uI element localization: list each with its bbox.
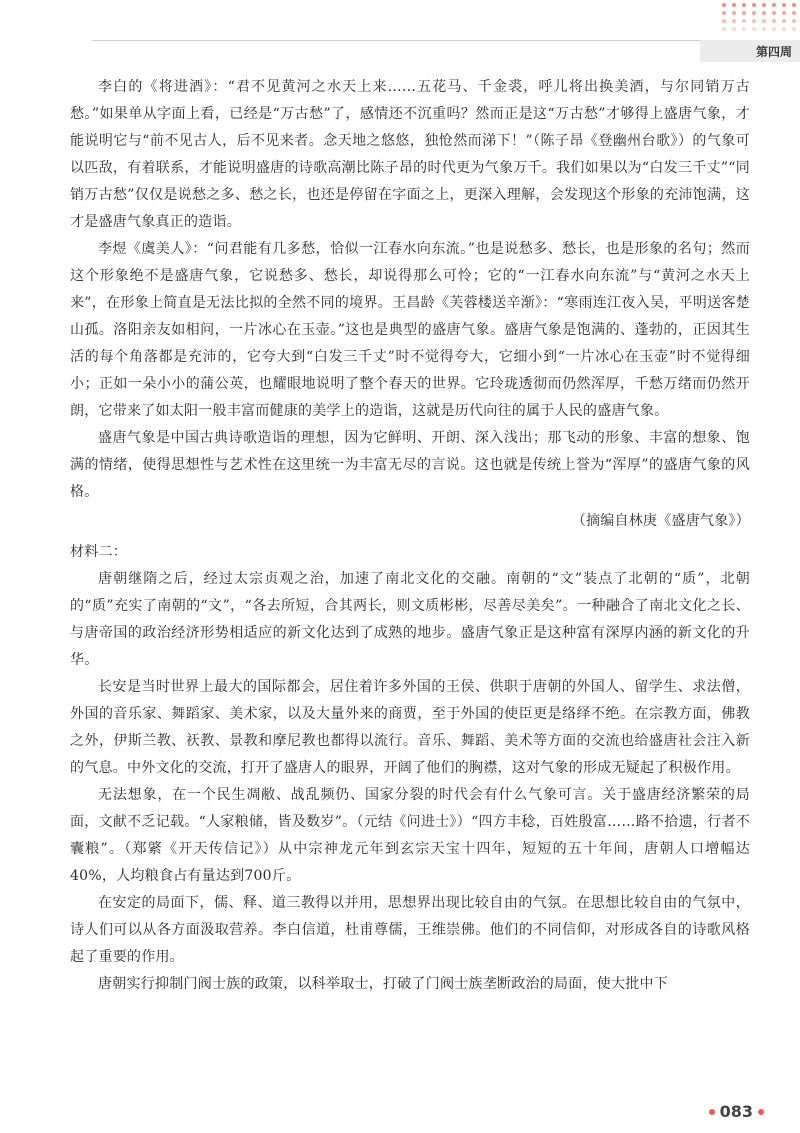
page-dot-right-icon: [758, 1109, 764, 1115]
paragraph: 唐朝实行抑制门阀士族的政策，以科举取士，打破了门阀士族垄断政治的局面，使大批中下: [98, 976, 668, 992]
decorative-dot: [782, 19, 786, 23]
decorative-dot-pattern: [720, 0, 800, 36]
decorative-dot: [772, 27, 776, 31]
paragraph: 李煜《虞美人》：“问君能有几多愁，恰似一江春水向东流。”也是说愁多、愁长，也是形象的名句；然而这个形象绝不是盛唐气象，它说愁多、愁长，却说得那么可怜；它的“一江春水向东流”与“黄河之水天上来”，在形象上简直是无法比拟的全然不同的境界。王昌龄《芙蓉楼送辛渐》：“寒雨连江夜入吴，平明送客楚山孤。洛阳亲友如相问，一片冰心在玉壶。”这也是典型的盛唐气象。盛唐气象是饱满的、蓬勃的，正因其生活的每个角落都是充沛的，它夸大到“白发三千丈”时不觉得夸大，它细小到“一片冰心在玉壶”时不觉得细小；正如一朵小小的蒲公英，也耀眼地说明了整个春天的世界。它玲珑透彻而仍然浑厚，千愁万绪而仍然开朗，它带来了如太阳一般丰富而健康的美学上的造诣，这就是历代向往的属于人民的盛唐气象。: [70, 241, 750, 419]
decorative-dot: [792, 11, 796, 15]
decorative-dot: [752, 19, 756, 23]
article-body: [70, 74, 750, 998]
paragraph: 长安是当时世界上最大的国际都会，居住着许多外国的王侯、供职于唐朝的外国人、留学生、求法僧，外国的音乐家、舞蹈家、美术家，以及大量外来的商贾，至于外国的使臣更是络绎不绝。在宗教方面，佛教之外，伊斯兰教、祆教、景教和摩尼教也都得以流行。音乐、舞蹈、美术等方面的交流也给盛唐社会注入新的气息。中外文化的交流，打开了盛唐人的眼界，开阔了他们的胸襟，这对气象的形成无疑起了积极作用。: [70, 679, 750, 776]
decorative-dot: [732, 11, 736, 15]
page-number-text: 083: [719, 1102, 753, 1121]
section-tag: 第四周: [700, 40, 800, 62]
paragraph: 无法想象，在一个民生凋敝、战乱频仍、国家分裂的时代会有什么气象可言。关于盛唐经济繁荣的局面，文献不乏记载。“人家粮储，皆及数岁”。（元结《问进士》）“四方丰稔，百姓殷富……路不拾遗，行者不囊粮”。（郑綮《开天传信记》）从中宗神龙元年到玄宗天宝十四年，短短的五十年间，唐朝人口增幅达40%，人均粮食占有量达到700斤。: [70, 787, 750, 884]
decorative-dot: [792, 27, 796, 31]
decorative-dot: [762, 27, 766, 31]
decorative-dot: [732, 27, 736, 31]
paragraph: 盛唐气象是中国古典诗歌造诣的理想，因为它鲜明、开朗、深入浅出；那飞动的形象、丰富的想象、饱满的情绪，使得思想性与艺术性在这里统一为丰富无尽的言说。这也就是传统上誉为“浑厚”的盛唐气象的风格。: [70, 430, 750, 500]
paragraph: 李白的《将进酒》：“君不见黄河之水天上来……五花马、千金裘，呼儿将出换美酒，与尔同销万古愁。”如果单从字面上看，已经是“万古愁”了，感情还不沉重吗？然而正是这“万古愁”才够得上盛唐气象，才能说明它与“前不见古人，后不见来者。念天地之悠悠，独怆然而涕下！”（陈子昂《登幽州台歌》）的气象可以匹敌，有着联系，才能说明盛唐的诗歌高潮比陈子昂的时代更为气象万千。我们如果以为“白发三千丈”“同销万古愁”仅仅是说愁之多、愁之长，也还是停留在字面之上，更深入理解，会发现这个形象的充沛饱满，这才是盛唐气象真正的造诣。: [70, 79, 750, 230]
decorative-dot: [752, 3, 756, 7]
decorative-dot: [722, 27, 726, 31]
decorative-dot: [742, 19, 746, 23]
decorative-dot: [742, 11, 746, 15]
decorative-dot: [772, 11, 776, 15]
decorative-dot: [742, 3, 746, 7]
decorative-dot: [762, 3, 766, 7]
page-dot-left-icon: [709, 1109, 715, 1115]
decorative-dot: [722, 19, 726, 23]
header-divider: [92, 40, 800, 41]
decorative-dot: [762, 19, 766, 23]
material-heading: 材料二：: [70, 544, 127, 560]
decorative-dot: [722, 11, 726, 15]
paragraph: 在安定的局面下，儒、释、道三教得以并用，思想界出现比较自由的气氛。在思想比较自由的气氛中，诗人们可以从各方面汲取营养。李白信道，杜甫尊儒，王维崇佛。他们的不同信仰，对形成各自的诗歌风格起了重要的作用。: [70, 895, 750, 965]
decorative-dot: [722, 3, 726, 7]
paragraph: 唐朝继隋之后，经过太宗贞观之治，加速了南北文化的交融。南朝的“文”装点了北朝的“质”，北朝的“质”充实了南朝的“文”，“各去所短，合其两长，则文质彬彬，尽善尽美矣”。一种融合了南北文化之长、与唐帝国的政治经济形势相适应的新文化达到了成熟的地步。盛唐气象正是这种富有深厚内涵的新文化的升华。: [70, 571, 750, 668]
decorative-dot: [782, 3, 786, 7]
decorative-dot: [752, 11, 756, 15]
decorative-dot: [752, 27, 756, 31]
decorative-dot: [792, 19, 796, 23]
source-citation: （摘编自林庚《盛唐气象》）: [571, 513, 750, 529]
decorative-dot: [772, 19, 776, 23]
decorative-dot: [782, 11, 786, 15]
decorative-dot: [792, 3, 796, 7]
decorative-dot: [732, 3, 736, 7]
decorative-dot: [742, 27, 746, 31]
decorative-dot: [772, 3, 776, 7]
decorative-dot: [732, 19, 736, 23]
decorative-dot: [762, 11, 766, 15]
page-number: [709, 1102, 764, 1121]
decorative-dot: [782, 27, 786, 31]
